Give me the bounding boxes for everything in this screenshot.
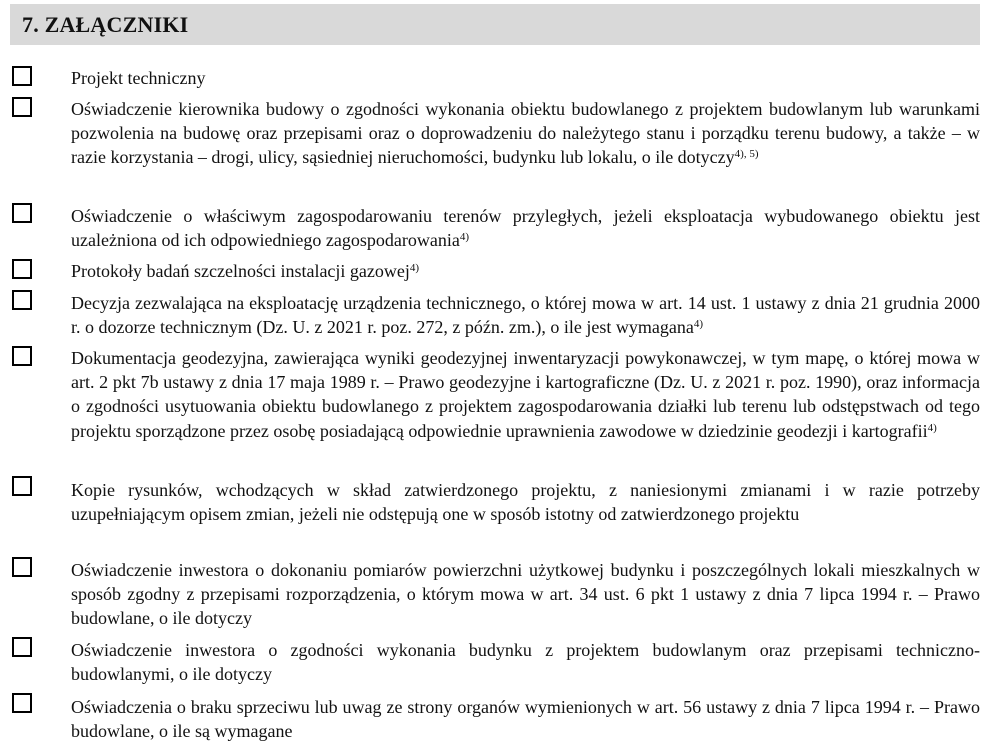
attachment-checkbox[interactable] — [12, 259, 32, 279]
attachment-checkbox[interactable] — [12, 557, 32, 577]
attachment-label: Oświadczenie inwestora o dokonaniu pomiarów powierzchni użytkowej budynku i poszczególnych lokali mieszkalnych w sposób zgodny z przepisami rozporządzenia, o którym mowa w art. 34 ust. 6 pkt 1 ustawy z dnia 7 lipca 1994 r. – Prawo budowlane, o ile dotyczy — [71, 560, 980, 629]
attachment-label: Dokumentacja geodezyjna, zawierająca wyniki geodezyjnej inwentaryzacji powykonawczej, w tym mapę, o której mowa w art. 2 pkt 7b ustawy z dnia 17 maja 1989 r. – Prawo geodezyjne i kartograficzne (Dz. U. z 2021 r. poz. 1990), oraz informacja o zgodności usytuowania obiektu budowlanego z projektem zagospodarowania działki lub terenu lub odstępstwach od tego projektu sporządzone przez osobę posiadającą odpowiednie uprawnienia zawodowe w dziedzinie geodezji i kartografii$^{4)}$ — [71, 348, 980, 441]
attachment-label: Kopie rysunków, wchodzących w skład zatwierdzonego projektu, z naniesionymi zmianami i w razie potrzeby uzupełniającym opisem zmian, jeżeli nie odstępują one w sposób istotny od zatwierdzonego projektu — [71, 480, 980, 525]
attachment-checkbox[interactable] — [12, 637, 32, 657]
footnote-ref: 4) — [927, 421, 937, 434]
section-title: 7. ZAŁĄCZNIKI — [22, 12, 189, 37]
footnote-ref: 4) — [459, 231, 470, 244]
footnote-ref: 4) — [409, 262, 420, 274]
attachment-checkbox[interactable] — [12, 66, 32, 86]
attachment-label: Oświadczenia o braku sprzeciwu lub uwag ze strony organów wymienionych w art. 56 ustawy z dnia 7 lipca 1994 r. – Prawo budowlane, o ile są wymagane — [71, 697, 980, 742]
attachment-label: Protokoły badań szczelności instalacji gazowej$^{4)}$ — [71, 261, 420, 281]
attachment-label: Decyzja zezwalająca na eksploatację urządzenia technicznego, o której mowa w art. 14 ust. 1 ustawy z dnia 21 grudnia 2000 r. o dozorze technicznym (Dz. U. z 2021 r. poz. 272, z późn. zm.), o ile jest wymagana$^{4)}$ — [71, 293, 980, 338]
attachment-checkbox[interactable] — [12, 476, 32, 496]
attachment-checkbox[interactable] — [12, 97, 32, 117]
section-header — [10, 4, 980, 45]
footnote-ref: 4) — [693, 318, 703, 331]
attachment-checkbox[interactable] — [12, 203, 32, 223]
attachment-checkbox[interactable] — [12, 346, 32, 366]
attachment-checkbox[interactable] — [12, 290, 32, 310]
attachment-label: Oświadczenie kierownika budowy o zgodności wykonania obiektu budowlanego z projektem budowlanym lub warunkami pozwolenia na budowę oraz przepisami oraz o doprowadzeniu do należytego stanu i porządku terenu budowy, a także – w razie korzystania – drogi, ulicy, sąsiedniej nieruchomości, budynku lub lokalu, o ile dotyczy$^{4), 5)}$ — [71, 99, 980, 168]
attachment-label: Oświadczenie inwestora o zgodności wykonania budynku z projektem budowlanym oraz przepisami techniczno-budowlanymi, o ile dotyczy — [71, 640, 980, 685]
attachment-label: Projekt techniczny — [71, 68, 206, 88]
footnote-ref: 4), 5) — [734, 148, 759, 161]
attachment-checkbox[interactable] — [12, 693, 32, 713]
attachment-label: Oświadczenie o właściwym zagospodarowaniu terenów przyległych, jeżeli eksploatacja wybudowanego obiektu jest uzależniona od ich odpowiedniego zagospodarowania$^{4)}$ — [71, 206, 980, 251]
